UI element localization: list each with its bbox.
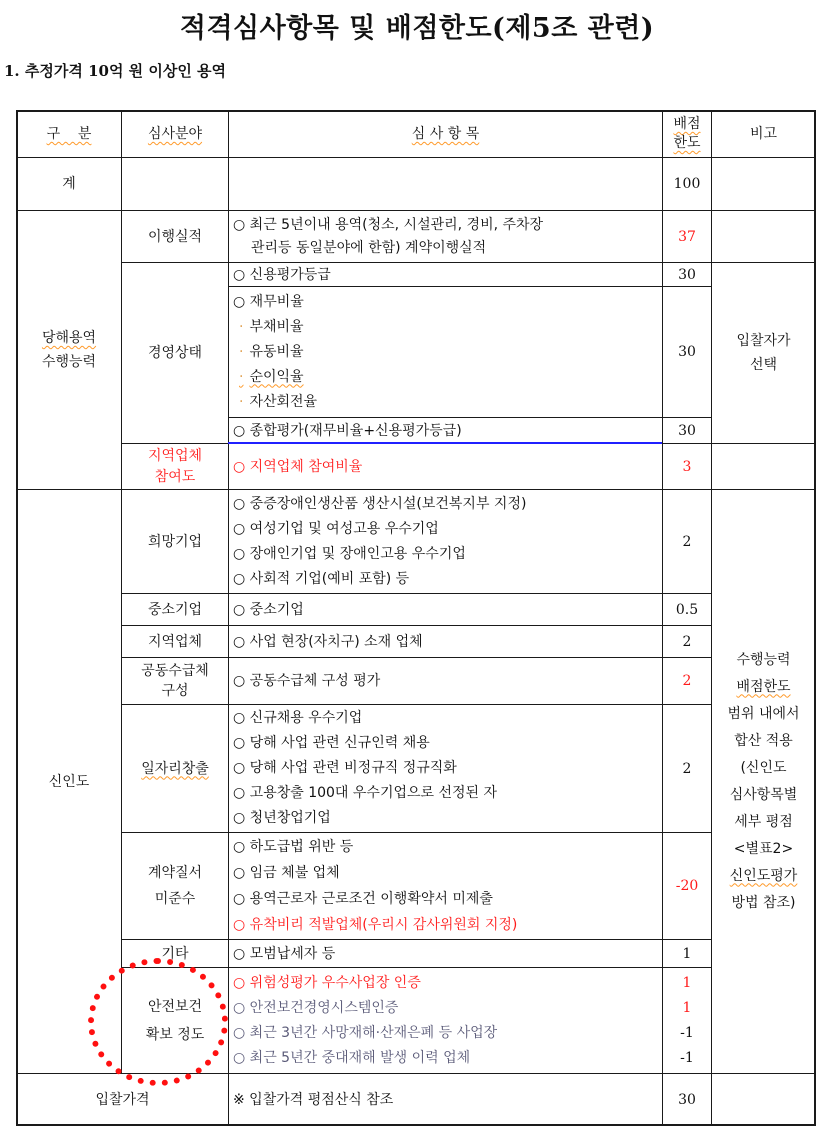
field-safety: 안전보건 확보 정도 [121, 967, 229, 1074]
item-sme: ○ 중소기업 [228, 593, 663, 626]
field-execution: 이행실적 [121, 210, 229, 263]
score-joint: 2 [662, 657, 712, 705]
page-title: 적격심사항목 및 배점한도(제5조 관련) [179, 13, 655, 44]
total-category: 계 [16, 157, 122, 211]
item-hope: ○ 중증장애인생산품 생산시설(보건복지부 지정) ○ 여성기업 및 여성고용 우수기업 ○ 장애인기업 및 장애인고용 우수기업 ○ 사회적 기업(예비 포함) 등 [228, 489, 663, 594]
field-contract-order: 계약질서 미준수 [121, 832, 229, 940]
remarks-local-participation [711, 443, 816, 490]
item-credit-rating: ○ 신용평가등급 [228, 262, 663, 287]
header-max-score: 배점 한도 [662, 110, 712, 158]
field-management: 경영상태 [121, 262, 229, 444]
score-combined-eval: 30 [662, 417, 712, 444]
score-local-participation: 3 [662, 443, 712, 490]
score-contract-order: -20 [662, 832, 712, 940]
item-combined-eval: ○ 종합평가(재무비율+신용평가등급) [228, 417, 663, 444]
remarks-credibility: 수행능력 배점한도 범위 내에서 합산 적용 (신인도 심사항목별 세부 평점 <별표2> 신인도평가 방법 참조) [711, 489, 816, 1074]
score-hope: 2 [662, 489, 712, 594]
remarks-execution [711, 210, 816, 263]
score-sme: 0.5 [662, 593, 712, 626]
item-execution: ○ 최근 5년이내 용역(청소, 시설관리, 경비, 주차장 관리등 동일분야에 한함) 계약이행실적 [228, 210, 663, 263]
score-credit-rating: 30 [662, 262, 712, 287]
score-financial-ratio: 30 [662, 286, 712, 418]
header-remarks: 비고 [711, 110, 816, 158]
field-local-participation: 지역업체 참여도 [121, 443, 229, 490]
item-local-participation: ○ 지역업체 참여비율 [228, 443, 663, 490]
total-items [228, 157, 663, 211]
score-safety: 1 1 -1 -1 [662, 967, 712, 1074]
field-sme: 중소기업 [121, 593, 229, 626]
total-remarks [711, 157, 816, 211]
item-safety: ○ 위험성평가 우수사업장 인증 ○ 안전보건경영시스템인증 ○ 최근 3년간 사망재해·산재은폐 등 사업장 ○ 최근 5년간 중대재해 발생 이력 업체 [228, 967, 663, 1074]
score-execution: 37 [662, 210, 712, 263]
category-bid-price: 입찰가격 [16, 1073, 229, 1126]
category-credibility: 신인도 [16, 489, 122, 1074]
total-field [121, 157, 229, 211]
score-other: 1 [662, 939, 712, 968]
total-score: 100 [662, 157, 712, 211]
item-joint: ○ 공동수급체 구성 평가 [228, 657, 663, 705]
field-jobs: 일자리창출 [121, 704, 229, 833]
item-contract-order: ○ 하도급법 위반 등 ○ 임금 체불 업체 ○ 용역근로자 근로조건 이행확약서 미제출 ○ 유착비리 적발업체(우리시 감사위원회 지정) [228, 832, 663, 940]
score-local-firm: 2 [662, 625, 712, 658]
header-category: 구 분 [16, 110, 122, 158]
score-bid-price: 30 [662, 1073, 712, 1126]
item-bid-price: ※ 입찰가격 평점산식 참조 [228, 1073, 663, 1126]
field-hope: 희망기업 [121, 489, 229, 594]
field-local-firm: 지역업체 [121, 625, 229, 658]
header-items: 심 사 항 목 [228, 110, 663, 158]
blue-divider [228, 442, 662, 444]
remarks-performance: 입찰자가 선택 [711, 262, 816, 444]
remarks-bid-price [711, 1073, 816, 1126]
section-heading: 1. 추정가격 10억 원 이상인 용역 [4, 62, 227, 80]
field-joint: 공동수급체 구성 [121, 657, 229, 705]
item-jobs: ○ 신규채용 우수기업 ○ 당해 사업 관련 신규인력 채용 ○ 당해 사업 관련 비정규직 정규직화 ○ 고용창출 100대 우수기업으로 선정된 자 ○ 청년창업기업 [228, 704, 663, 833]
category-performance: 당해용역 수행능력 [16, 210, 122, 490]
header-field: 심사분야 [121, 110, 229, 158]
field-other: 기타 [121, 939, 229, 968]
score-jobs: 2 [662, 704, 712, 833]
item-other: ○ 모범납세자 등 [228, 939, 663, 968]
item-financial-ratio: ○ 재무비율 · 부채비율 · 유동비율 · 순이익율 · 자산회전율 [228, 286, 663, 418]
item-local-firm: ○ 사업 현장(자치구) 소재 업체 [228, 625, 663, 658]
